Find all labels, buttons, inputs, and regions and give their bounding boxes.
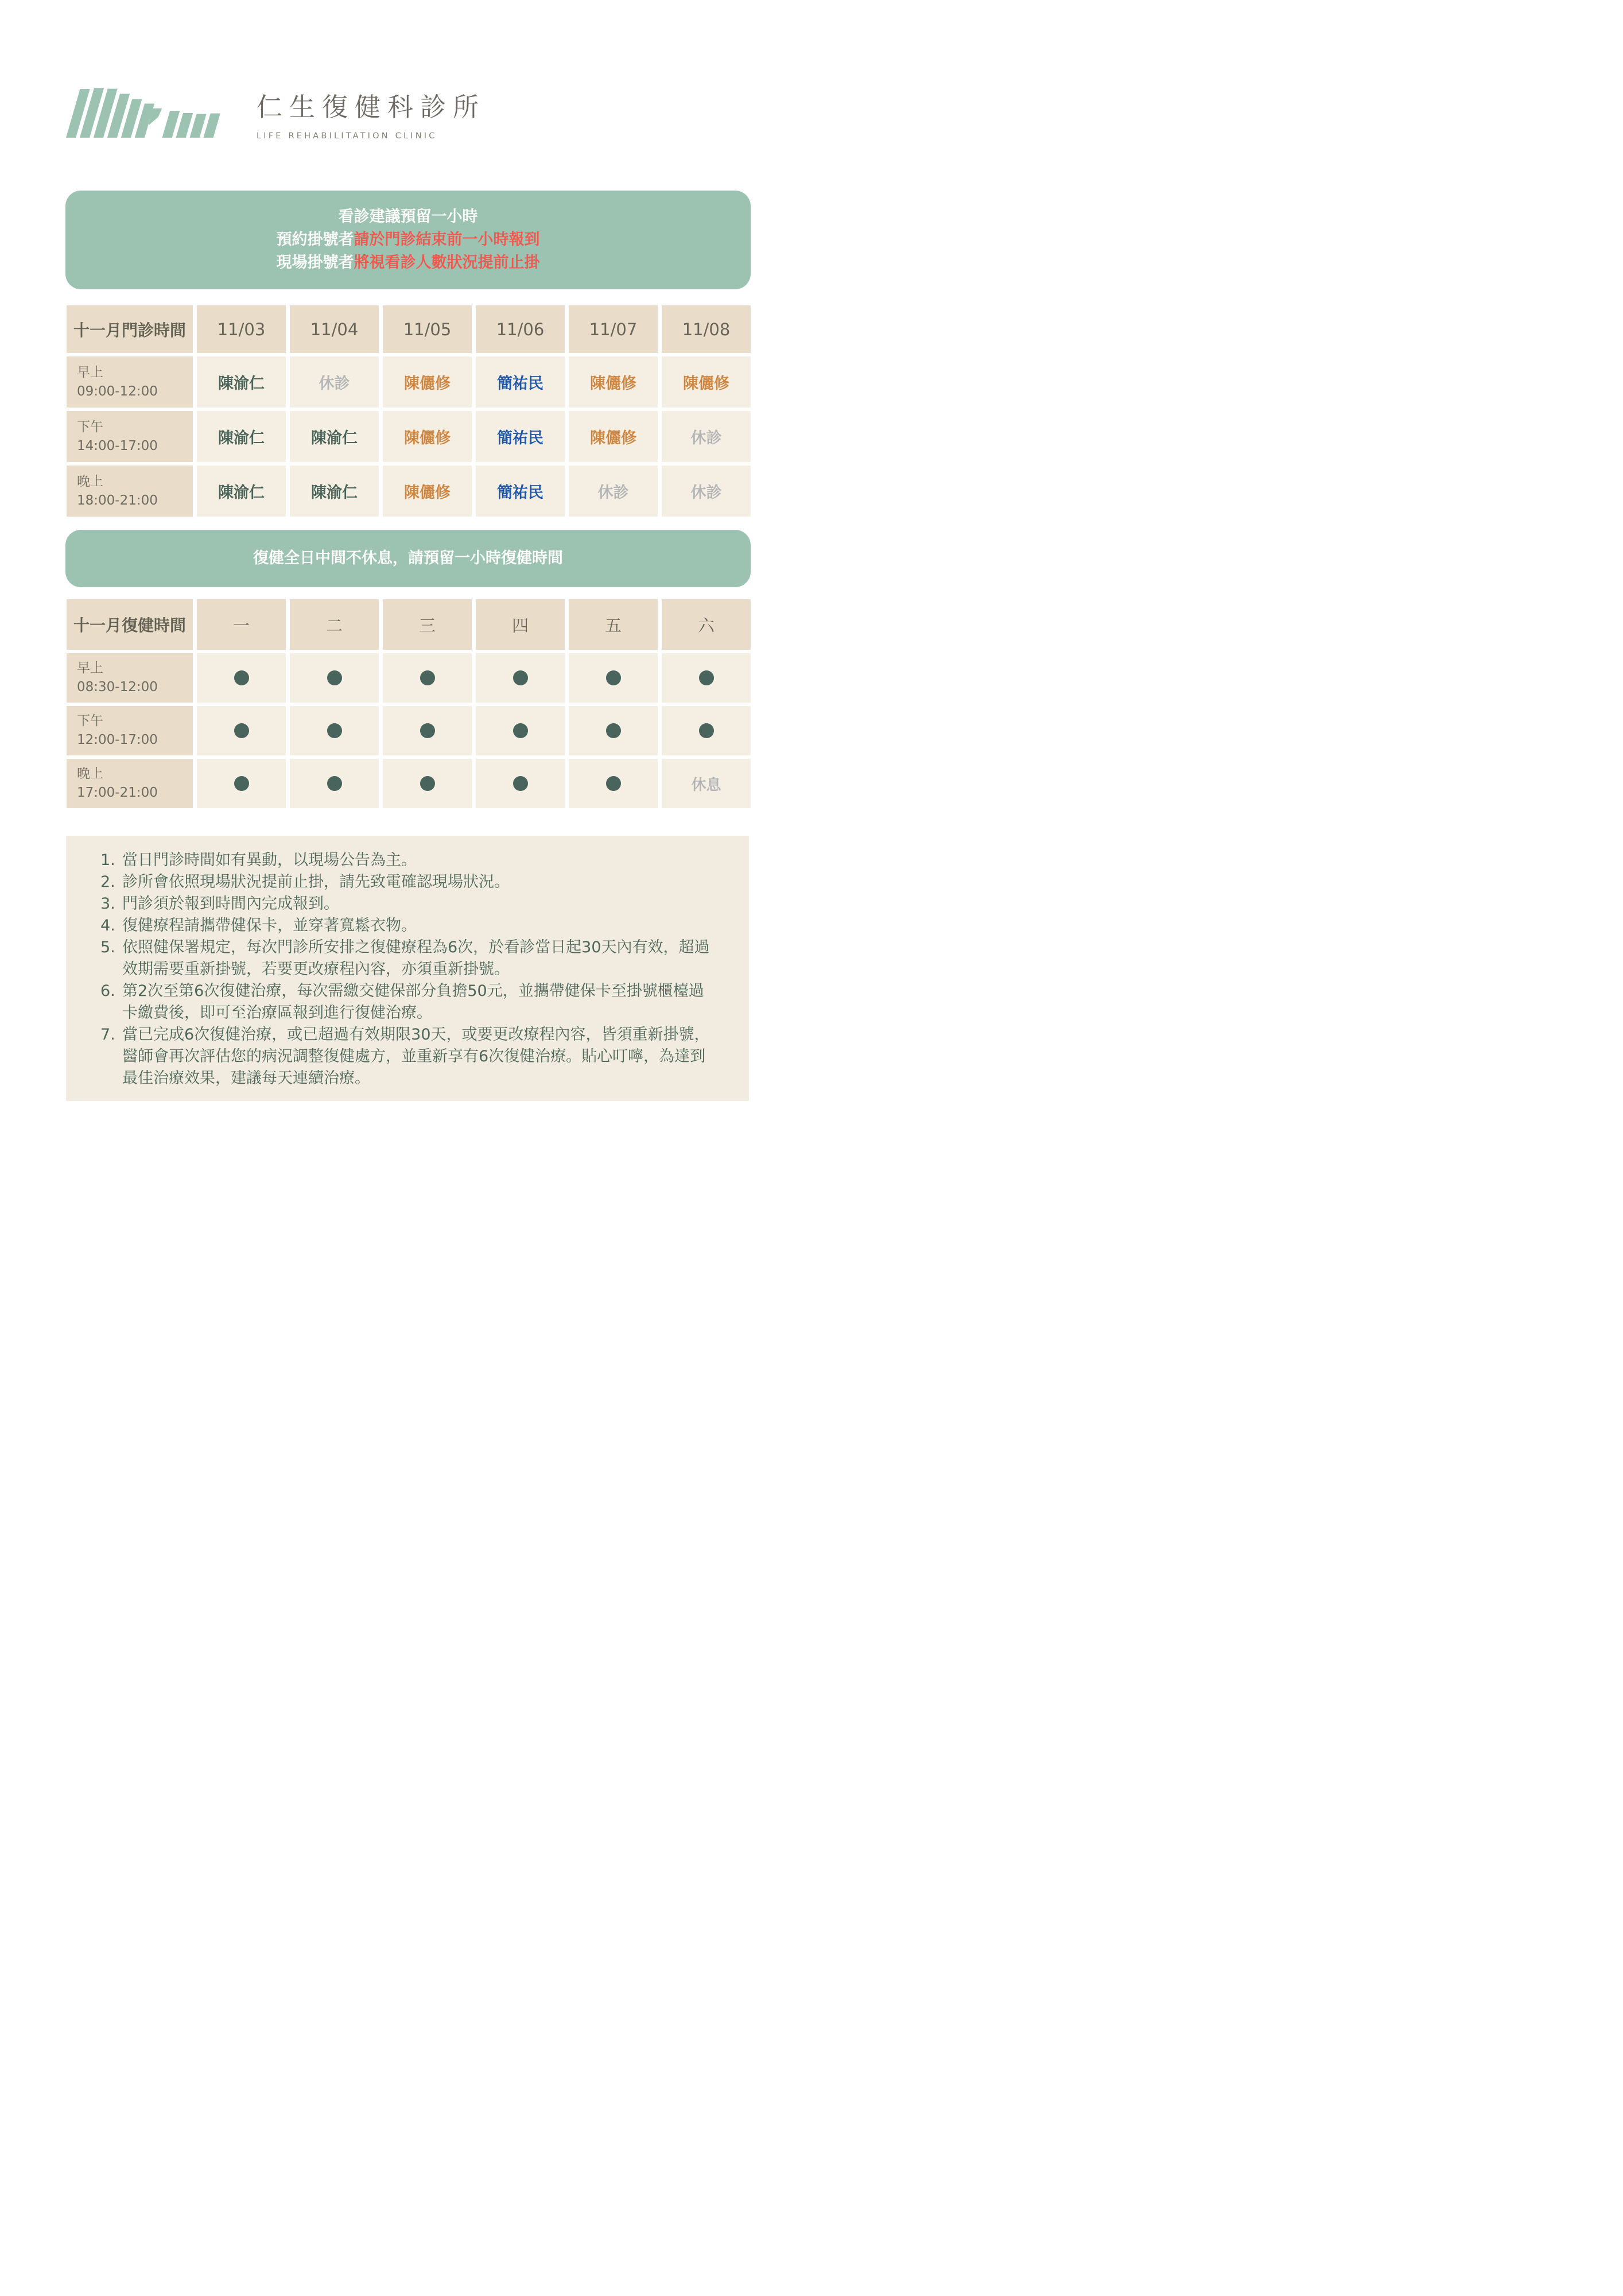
period-time: 09:00-12:00 bbox=[77, 383, 158, 399]
note-text: 當日門診時間如有異動，以現場公告為主。 bbox=[122, 851, 417, 869]
available-dot-icon bbox=[234, 776, 249, 791]
available-dot-icon bbox=[513, 670, 528, 685]
doctor-cell bbox=[476, 466, 565, 517]
doctor-name: 簡祐民 bbox=[497, 375, 543, 393]
doctor-name: 陳渝仁 bbox=[218, 375, 265, 393]
banner-line-2 bbox=[65, 228, 751, 251]
column-header-cell: 六 bbox=[662, 599, 751, 650]
note-text: 復健療程請攜帶健保卡，並穿著寬鬆衣物。 bbox=[122, 917, 417, 934]
doctor-cell bbox=[569, 411, 658, 462]
doctor-cell bbox=[197, 411, 286, 462]
column-header-cell: 11/07 bbox=[569, 305, 658, 353]
rehab-open-cell bbox=[197, 706, 286, 755]
rehab-open-cell bbox=[476, 706, 565, 755]
period-time: 14:00-17:00 bbox=[77, 438, 158, 453]
available-dot-icon bbox=[420, 723, 435, 738]
clinic-name-zh: 仁生復健科診所 bbox=[257, 92, 486, 122]
banner-line-1: 看診建議預留一小時 bbox=[338, 208, 478, 226]
closed-cell bbox=[569, 466, 658, 517]
note-number: 3. bbox=[100, 895, 115, 913]
period-label: 早上 bbox=[77, 364, 103, 380]
period-time: 17:00-21:00 bbox=[77, 785, 158, 800]
note-text: 依照健保署規定，每次門診所安排之復健療程為6次，於看診當日起30天內有效，超過效期需要重新掛號，若要更改療程內容，亦須重新掛號。 bbox=[122, 938, 710, 978]
note-number: 5. bbox=[100, 938, 115, 956]
available-dot-icon bbox=[234, 723, 249, 738]
rehab-open-cell bbox=[290, 653, 379, 703]
note-number: 2. bbox=[100, 873, 115, 891]
clinic-schedule-table bbox=[67, 305, 751, 517]
doctor-name: 陳儷修 bbox=[590, 375, 636, 393]
rehab-schedule-table bbox=[67, 599, 751, 808]
note-number: 6. bbox=[100, 982, 115, 1000]
closed-label: 休診 bbox=[319, 375, 350, 393]
rehab-open-cell bbox=[197, 653, 286, 703]
rehab-notice-banner bbox=[65, 530, 751, 587]
available-dot-icon bbox=[699, 670, 714, 685]
doctor-cell bbox=[383, 356, 472, 408]
banner-line-2-alert: 請於門診結束前一小時報到 bbox=[354, 231, 540, 249]
schedule-poster bbox=[0, 0, 812, 1148]
doctor-name: 陳渝仁 bbox=[311, 484, 358, 502]
rehab-open-cell bbox=[569, 653, 658, 703]
doctor-cell bbox=[197, 356, 286, 408]
closed-cell bbox=[290, 356, 379, 408]
note-text: 第2次至第6次復健治療，每次需繳交健保部分負擔50元，並攜帶健保卡至掛號櫃檯過卡繳費後，即可至治療區報到進行復健治療。 bbox=[122, 982, 704, 1022]
doctor-name: 陳儷修 bbox=[404, 484, 451, 502]
period-cell bbox=[67, 356, 193, 408]
banner-line-3-alert: 將視看診人數狀況提前止掛 bbox=[354, 254, 540, 272]
doctor-cell bbox=[290, 466, 379, 517]
note-item bbox=[100, 1024, 719, 1089]
note-number: 7. bbox=[100, 1026, 115, 1044]
logo-stripes-icon bbox=[66, 85, 234, 141]
doctor-name: 簡祐民 bbox=[497, 484, 543, 502]
rehab-open-cell bbox=[383, 706, 472, 755]
closed-label: 休診 bbox=[690, 429, 722, 447]
period-cell bbox=[67, 759, 193, 808]
rehab-rest-cell bbox=[662, 759, 751, 808]
period-label: 晚上 bbox=[77, 474, 103, 489]
rehab-open-cell bbox=[476, 653, 565, 703]
period-time: 18:00-21:00 bbox=[77, 492, 158, 508]
column-header-cell: 五 bbox=[569, 599, 658, 650]
closed-cell bbox=[662, 411, 751, 462]
available-dot-icon bbox=[606, 670, 621, 685]
available-dot-icon bbox=[606, 776, 621, 791]
period-time: 08:30-12:00 bbox=[77, 680, 158, 695]
period-cell bbox=[67, 411, 193, 462]
note-item bbox=[100, 937, 719, 980]
column-header-cell: 11/05 bbox=[383, 305, 472, 353]
closed-label: 休診 bbox=[597, 484, 629, 502]
rehab-open-cell bbox=[569, 759, 658, 808]
note-text: 當已完成6次復健治療，或已超過有效期限30天，或要更改療程內容，皆須重新掛號，醫師會再次評估您的病況調整復健處方，並重新享有6次復健治療。貼心叮嚀，為達到最佳治療效果，建議每天連續治療。 bbox=[122, 1026, 710, 1087]
rehab-open-cell bbox=[476, 759, 565, 808]
rehab-open-cell bbox=[662, 706, 751, 755]
clinic-name-en: LIFE REHABILITATION CLINIC bbox=[257, 131, 437, 141]
visit-notice-banner bbox=[65, 191, 751, 289]
table-title-cell: 十一月復健時間 bbox=[67, 599, 193, 650]
period-label: 晚上 bbox=[77, 766, 103, 781]
rehab-open-cell bbox=[290, 706, 379, 755]
banner-line-2-label: 預約掛號者 bbox=[276, 231, 354, 249]
doctor-cell bbox=[383, 411, 472, 462]
available-dot-icon bbox=[420, 670, 435, 685]
available-dot-icon bbox=[327, 776, 342, 791]
clinic-logo bbox=[66, 85, 486, 141]
column-header-cell: 三 bbox=[383, 599, 472, 650]
available-dot-icon bbox=[513, 723, 528, 738]
rehab-open-cell bbox=[662, 653, 751, 703]
doctor-name: 陳儷修 bbox=[683, 375, 729, 393]
rest-label: 休息 bbox=[691, 776, 721, 794]
column-header-cell: 11/08 bbox=[662, 305, 751, 353]
banner-line-3-label: 現場掛號者 bbox=[276, 254, 354, 272]
note-item bbox=[100, 871, 719, 893]
note-number: 1. bbox=[100, 851, 115, 869]
available-dot-icon bbox=[513, 776, 528, 791]
period-label: 早上 bbox=[77, 661, 103, 676]
doctor-cell bbox=[290, 411, 379, 462]
note-text: 門診須於報到時間內完成報到。 bbox=[122, 895, 339, 913]
note-number: 4. bbox=[100, 917, 115, 934]
period-cell bbox=[67, 466, 193, 517]
table-title-cell: 十一月門診時間 bbox=[67, 305, 193, 353]
note-item bbox=[100, 980, 719, 1024]
doctor-cell bbox=[662, 356, 751, 408]
rehab-open-cell bbox=[383, 653, 472, 703]
doctor-cell bbox=[569, 356, 658, 408]
doctor-name: 陳儷修 bbox=[590, 429, 636, 447]
period-label: 下午 bbox=[77, 419, 103, 435]
doctor-cell bbox=[476, 356, 565, 408]
available-dot-icon bbox=[699, 723, 714, 738]
doctor-name: 陳儷修 bbox=[404, 375, 451, 393]
period-label: 下午 bbox=[77, 713, 103, 728]
doctor-name: 陳渝仁 bbox=[218, 429, 265, 447]
doctor-cell bbox=[476, 411, 565, 462]
notes-list bbox=[66, 836, 749, 1101]
rehab-open-cell bbox=[290, 759, 379, 808]
column-header-cell: 一 bbox=[197, 599, 286, 650]
column-header-cell: 四 bbox=[476, 599, 565, 650]
column-header-cell: 11/06 bbox=[476, 305, 565, 353]
available-dot-icon bbox=[327, 723, 342, 738]
available-dot-icon bbox=[606, 723, 621, 738]
clinic-name-block bbox=[257, 86, 486, 141]
period-time: 12:00-17:00 bbox=[77, 732, 158, 747]
available-dot-icon bbox=[327, 670, 342, 685]
closed-label: 休診 bbox=[690, 484, 722, 502]
available-dot-icon bbox=[234, 670, 249, 685]
rehab-banner-text: 復健全日中間不休息，請預留一小時復健時間 bbox=[253, 549, 563, 567]
doctor-cell bbox=[383, 466, 472, 517]
doctor-name: 陳儷修 bbox=[404, 429, 451, 447]
closed-cell bbox=[662, 466, 751, 517]
note-text: 診所會依照現場狀況提前止掛，請先致電確認現場狀況。 bbox=[122, 873, 510, 891]
column-header-cell: 11/04 bbox=[290, 305, 379, 353]
period-cell bbox=[67, 706, 193, 755]
column-header-cell: 二 bbox=[290, 599, 379, 650]
rehab-open-cell bbox=[383, 759, 472, 808]
banner-line-3 bbox=[65, 251, 751, 274]
doctor-name: 陳渝仁 bbox=[218, 484, 265, 502]
column-header-cell: 11/03 bbox=[197, 305, 286, 353]
doctor-cell bbox=[197, 466, 286, 517]
doctor-name: 簡祐民 bbox=[497, 429, 543, 447]
available-dot-icon bbox=[420, 776, 435, 791]
rehab-open-cell bbox=[197, 759, 286, 808]
period-cell bbox=[67, 653, 193, 703]
rehab-open-cell bbox=[569, 706, 658, 755]
note-item bbox=[100, 850, 719, 871]
note-item bbox=[100, 915, 719, 937]
note-item bbox=[100, 893, 719, 915]
doctor-name: 陳渝仁 bbox=[311, 429, 358, 447]
